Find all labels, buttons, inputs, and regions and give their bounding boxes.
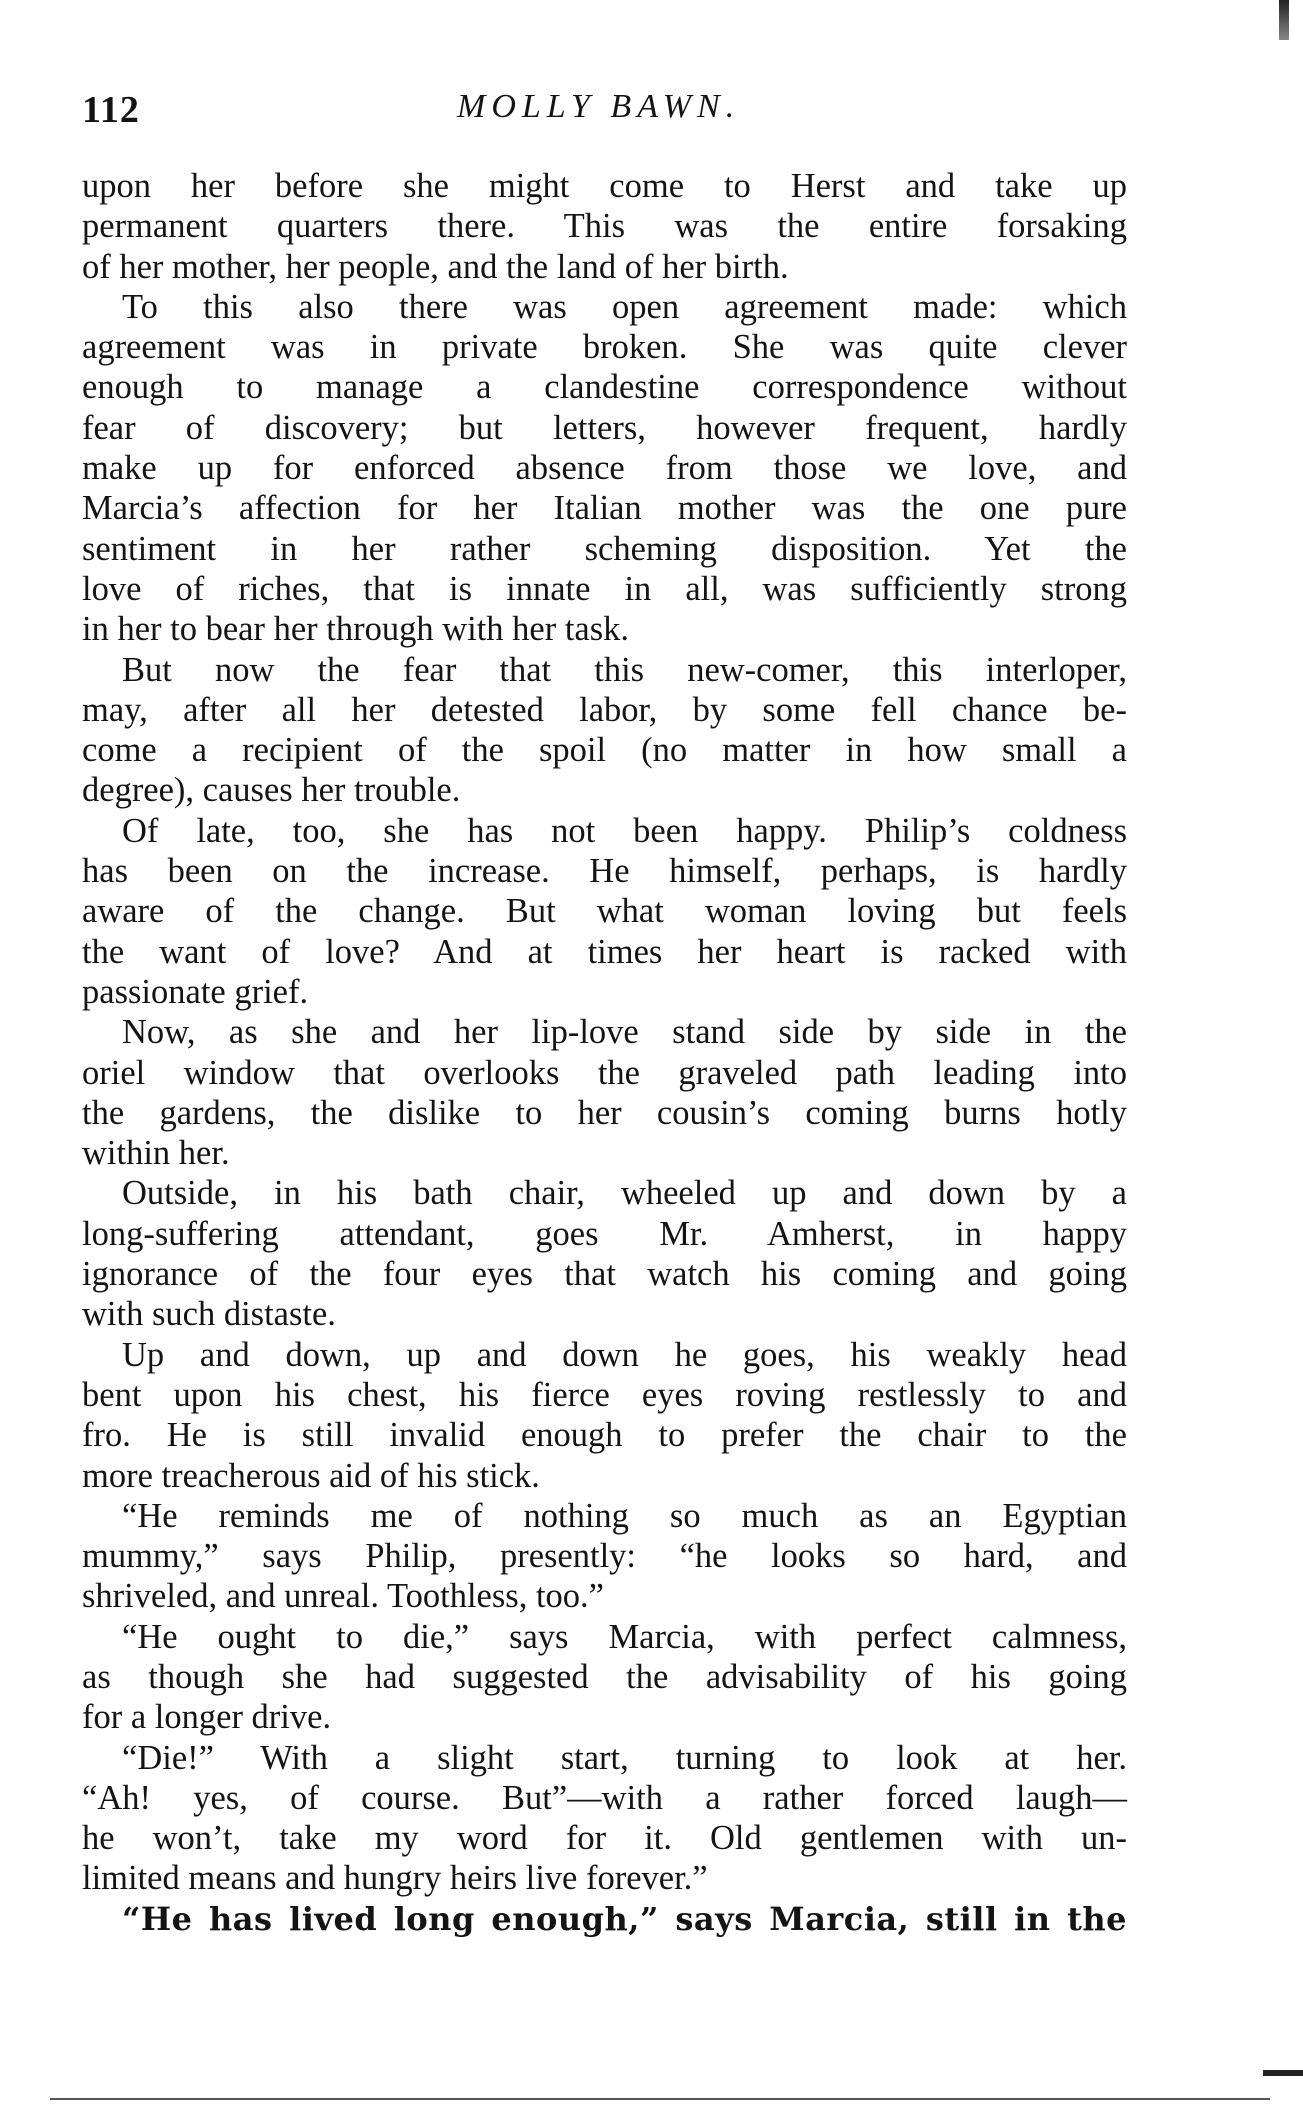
text-line: oriel window that overlooks the graveled path leading into [82, 1053, 1127, 1092]
text-line: permanent quarters there. This was the entire forsaking [82, 207, 1127, 246]
text-line: To this also there was open agreement made: which [122, 287, 1127, 326]
text-line: in her to bear her through with her task. [82, 610, 630, 649]
text-line: shriveled, and unreal. Toothless, too.” [82, 1577, 604, 1616]
text-line: “He ought to die,” says Marcia, with perfect calmness, [122, 1617, 1127, 1656]
text-line: But now the fear that this new-comer, this interloper, [122, 650, 1127, 689]
bottom-rule [50, 2098, 1270, 2100]
text-line: has been on the increase. He himself, perhaps, is hardly [82, 852, 1127, 891]
text-line: fear of discovery; but letters, however frequent, hardly [82, 408, 1127, 447]
text-line: Marcia’s affection for her Italian mother was the one pure [82, 489, 1127, 528]
text-line: bent upon his chest, his fierce eyes roving restlessly to and [82, 1375, 1127, 1414]
text-line: come a recipient of the spoil (no matter in how small a [82, 731, 1127, 770]
page-edge-mark [1263, 2070, 1303, 2076]
text-line: may, after all her detested labor, by some fell chance be- [82, 690, 1127, 729]
text-line: long-suffering attendant, goes Mr. Amherst, in happy [82, 1214, 1127, 1253]
text-line: “Ah! yes, of course. But”—with a rather forced laugh— [82, 1778, 1127, 1817]
text-line: passionate grief. [82, 972, 309, 1011]
text-line: mummy,” says Philip, presently: “he looks so hard, and [82, 1537, 1127, 1576]
text-line: upon her before she might come to Herst and take up [82, 167, 1127, 205]
page-edge-mark [1279, 0, 1289, 40]
text-line: Of late, too, she has not been happy. Philip’s coldness [122, 811, 1127, 850]
text-line: degree), causes her trouble. [82, 771, 461, 810]
text-line: Now, as she and her lip-love stand side by side in the [122, 1013, 1127, 1052]
text-line: fro. He is still invalid enough to prefer the chair to the [82, 1416, 1127, 1455]
text-line: Up and down, up and down he goes, his weakly head [122, 1335, 1127, 1374]
text-line: enough to manage a clandestine correspondence without [82, 368, 1127, 407]
text-line: within her. [82, 1134, 230, 1173]
text-line: Outside, in his bath chair, wheeled up and down by a [122, 1174, 1127, 1213]
text-line: the gardens, the dislike to her cousin’s coming burns hotly [82, 1093, 1127, 1132]
text-line: of her mother, her people, and the land of her birth. [82, 247, 789, 286]
text-line: “He has lived long enough,” says Marcia, still in the [122, 1899, 1127, 1938]
page-header [82, 88, 1132, 138]
text-line: “He reminds me of nothing so much as an Egyptian [122, 1496, 1127, 1535]
body-text [82, 166, 1127, 1939]
text-line: love of riches, that is innate in all, was sufficiently strong [82, 569, 1127, 608]
text-line: agreement was in private broken. She was quite clever [82, 328, 1127, 367]
text-line: he won’t, take my word for it. Old gentlemen with un- [82, 1819, 1127, 1858]
text-line: ignorance of the four eyes that watch his coming and going [82, 1255, 1127, 1294]
text-line: as though she had suggested the advisability of his going [82, 1657, 1127, 1696]
text-line: sentiment in her rather scheming disposition. Yet the [82, 529, 1127, 568]
text-line: aware of the change. But what woman loving but feels [82, 892, 1127, 931]
text-line: more treacherous aid of his stick. [82, 1456, 540, 1495]
page-number: 112 [82, 89, 140, 131]
text-line: limited means and hungry heirs live forever.” [82, 1859, 708, 1898]
text-line: for a longer drive. [82, 1698, 332, 1737]
text-line: make up for enforced absence from those we love, and [82, 449, 1127, 488]
running-head: MOLLY BAWN. [457, 88, 741, 125]
text-line: with such distaste. [82, 1295, 336, 1334]
text-line: the want of love? And at times her heart is racked with [82, 932, 1127, 971]
text-line: “Die!” With a slight start, turning to look at her. [122, 1738, 1127, 1777]
